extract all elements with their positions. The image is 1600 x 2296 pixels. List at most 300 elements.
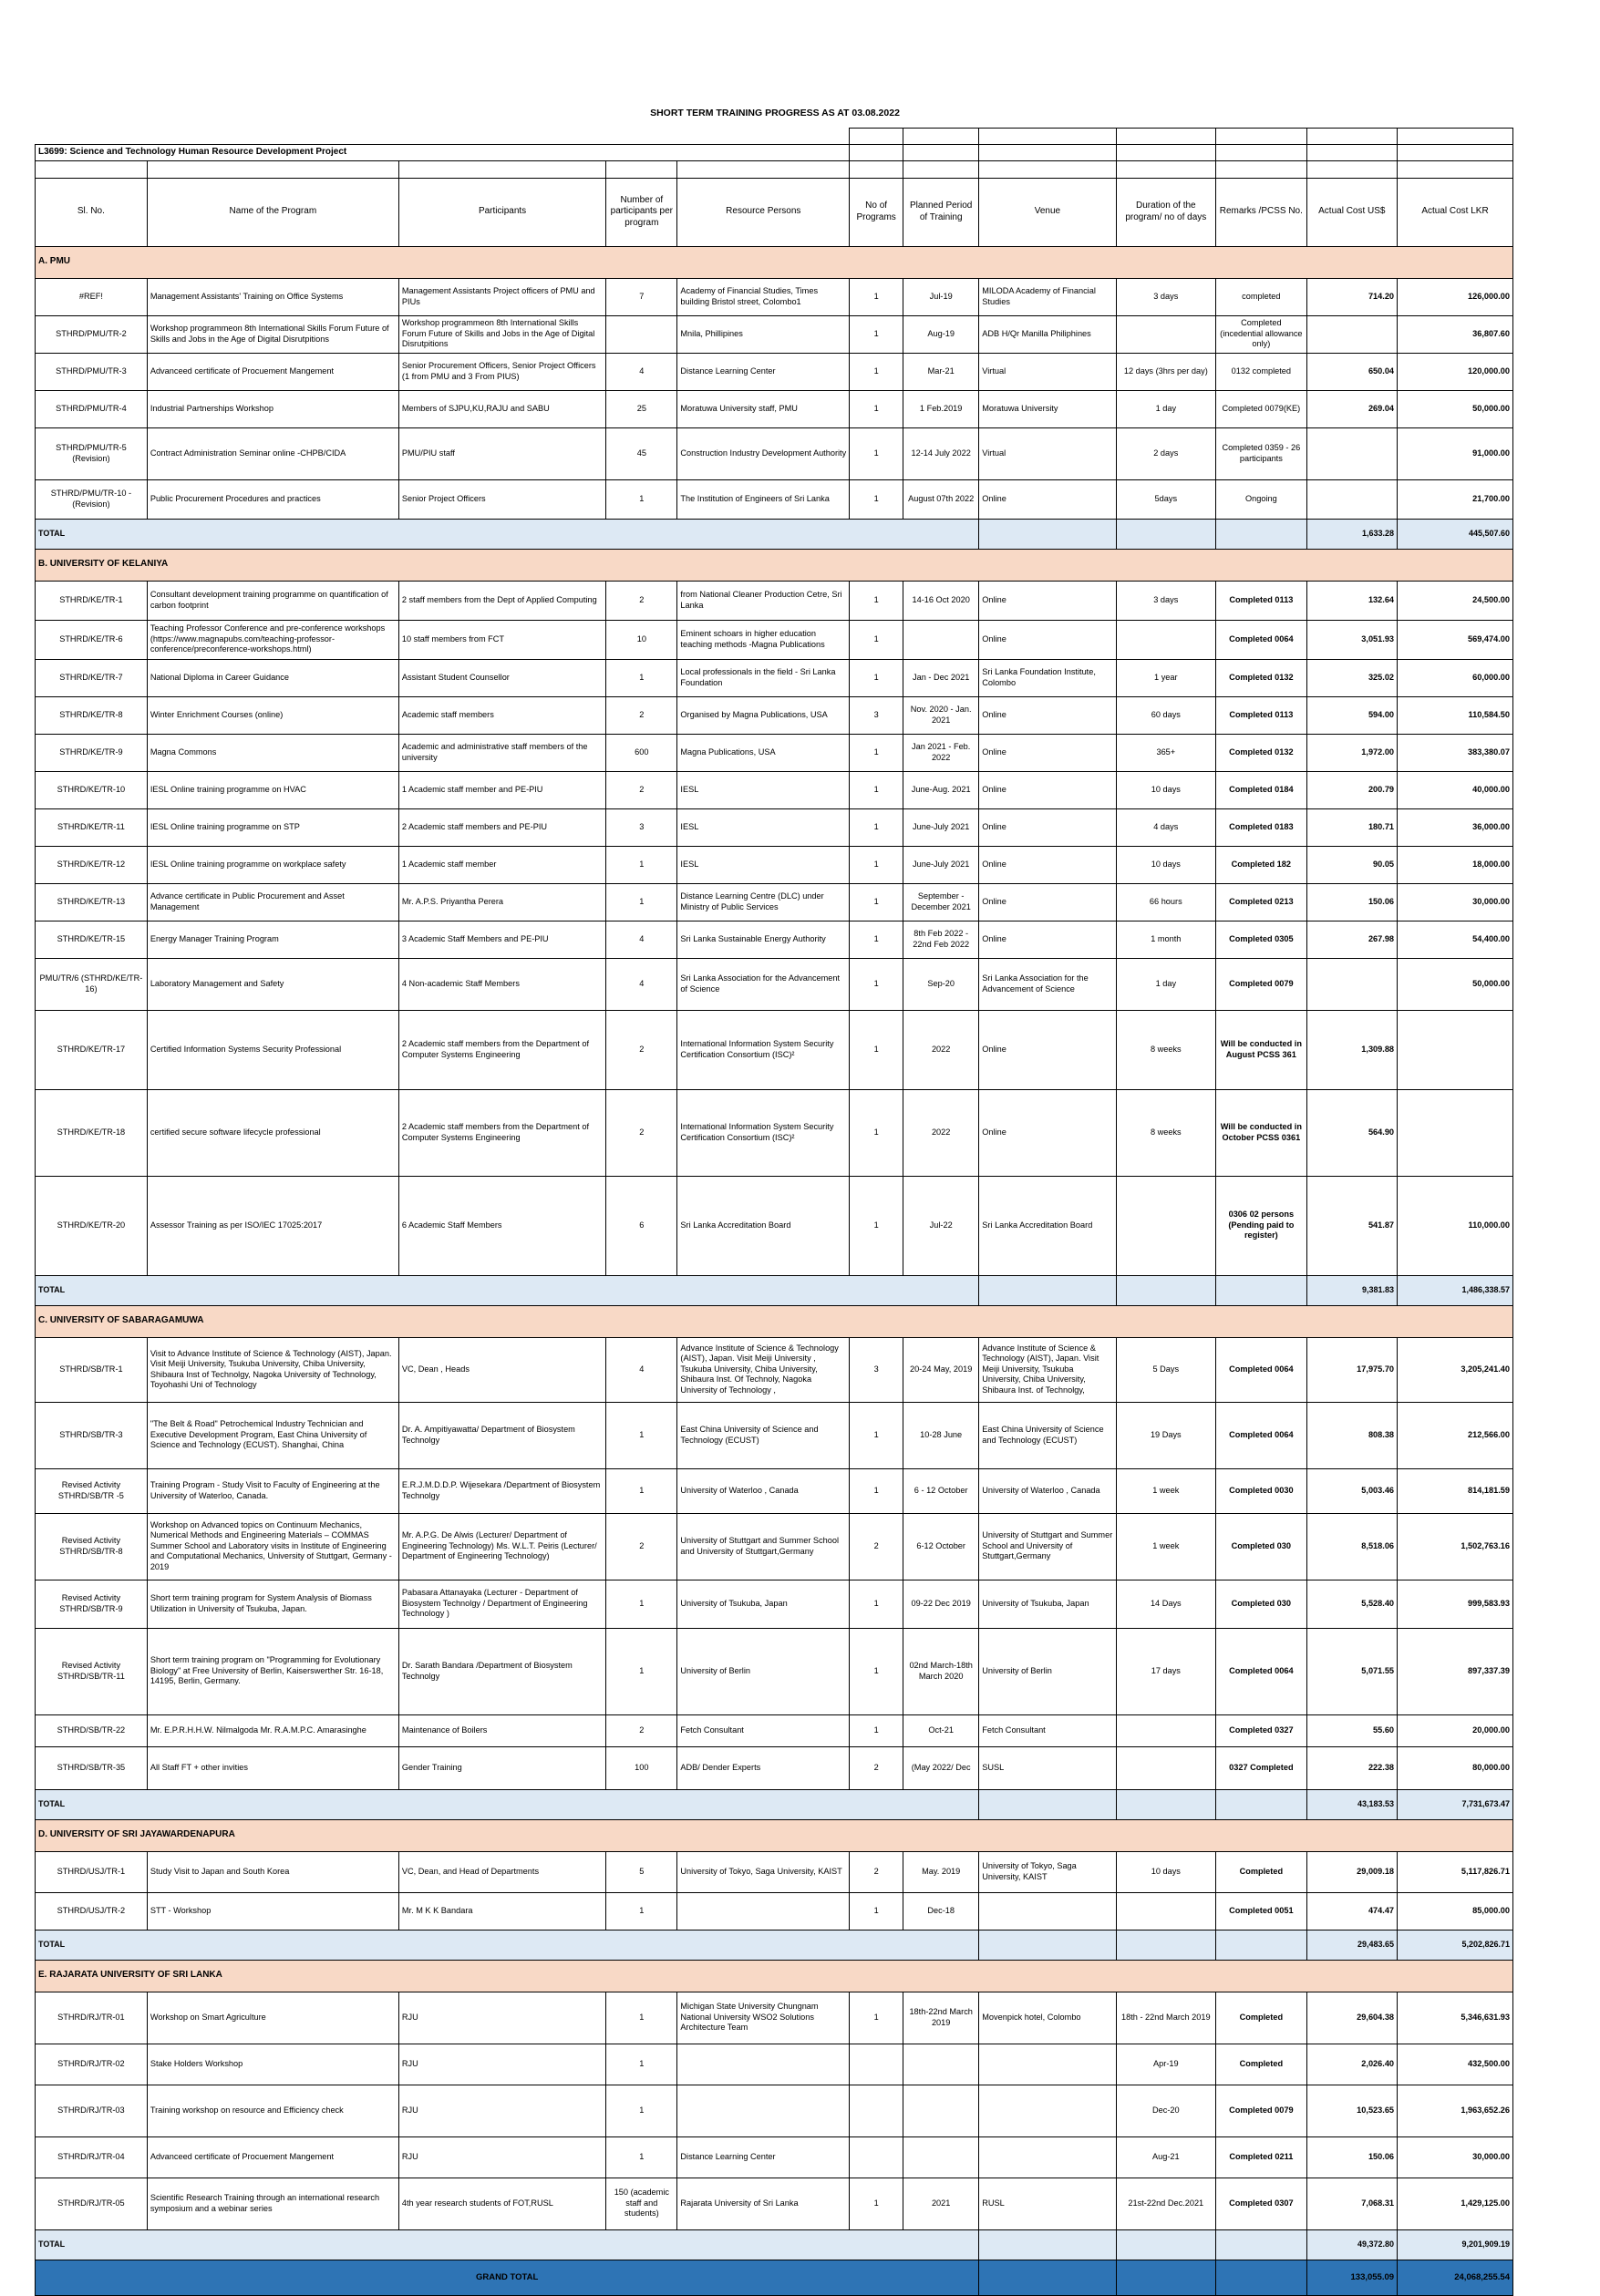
table-cell: 110,000.00 xyxy=(1398,1176,1513,1275)
page-title: SHORT TERM TRAINING PROGRESS AS AT 03.08.2022 xyxy=(650,108,900,118)
table-cell: 1 year xyxy=(1116,659,1216,696)
table-cell: 10-28 June xyxy=(903,1402,979,1468)
section-title: B. UNIVERSITY OF KELANIYA xyxy=(36,549,1513,581)
table-cell: Revised Activity STHRD/SB/TR-11 xyxy=(36,1628,148,1714)
table-cell: 5days xyxy=(1116,479,1216,519)
column-header: Number of participants per program xyxy=(606,178,677,246)
table-cell: STHRD/KE/TR-8 xyxy=(36,696,148,734)
empty-cell xyxy=(1116,1275,1216,1305)
table-row xyxy=(36,1010,1513,1089)
table-cell: 1 xyxy=(850,883,903,921)
table-cell: 3 xyxy=(850,696,903,734)
table-cell: University of Tsukuba, Japan xyxy=(979,1580,1116,1628)
table-cell: Mar-21 xyxy=(903,353,979,390)
table-cell: Local professionals in the field - Sri Lanka Foundation xyxy=(677,659,850,696)
table-cell: Completed 0064 xyxy=(1216,1337,1306,1402)
table-cell: 66 hours xyxy=(1116,883,1216,921)
table-cell: STHRD/USJ/TR-1 xyxy=(36,1851,148,1892)
table-cell: All Staff FT + other invities xyxy=(147,1746,398,1789)
table-cell: STHRD/USJ/TR-2 xyxy=(36,1892,148,1930)
table-cell: Completed 0064 xyxy=(1216,620,1306,659)
table-cell: 4 xyxy=(606,958,677,1010)
column-header: Resource Persons xyxy=(677,178,850,246)
table-cell: 36,000.00 xyxy=(1398,808,1513,846)
table-cell: 212,566.00 xyxy=(1398,1402,1513,1468)
empty-cell xyxy=(1216,1930,1306,1960)
table-cell: STHRD/KE/TR-1 xyxy=(36,581,148,620)
table-row xyxy=(36,2178,1513,2229)
table-cell xyxy=(1398,1089,1513,1176)
empty-cell xyxy=(1116,2260,1216,2295)
table-cell: 1 xyxy=(850,1089,903,1176)
table-cell: The Institution of Engineers of Sri Lanka xyxy=(677,479,850,519)
table-cell: 2 xyxy=(850,1851,903,1892)
table-cell: 1 xyxy=(850,1402,903,1468)
table-cell: 1 xyxy=(606,846,677,883)
grand-total-label: GRAND TOTAL xyxy=(36,2260,979,2295)
table-cell: Magna Commons xyxy=(147,734,398,771)
total-row xyxy=(36,519,1513,549)
table-cell: E.R.J.M.D.D.P. Wijesekara /Department of Biosystem Technolgy xyxy=(398,1468,605,1513)
table-cell: Completed 0051 xyxy=(1216,1892,1306,1930)
total-label: TOTAL xyxy=(36,519,979,549)
table-cell: Sri Lanka Accreditation Board xyxy=(677,1176,850,1275)
empty-cell xyxy=(979,2229,1116,2260)
table-cell: 1 xyxy=(606,2136,677,2178)
table-cell: Academy of Financial Studies, Times building Bristol street, Colombo1 xyxy=(677,278,850,315)
table-cell: Oct-21 xyxy=(903,1714,979,1746)
table-row xyxy=(36,1468,1513,1513)
table-cell: 2 xyxy=(606,696,677,734)
table-cell: 1 xyxy=(850,846,903,883)
table-cell: Completed 0183 xyxy=(1216,808,1306,846)
table-cell: 8th Feb 2022 - 22nd Feb 2022 xyxy=(903,921,979,958)
table-cell: 1 xyxy=(850,1580,903,1628)
table-cell: Advanceed certificate of Procuement Mangement xyxy=(147,353,398,390)
table-cell: Eminent schoars in higher education teaching methods -Magna Publications xyxy=(677,620,850,659)
table-row xyxy=(36,581,1513,620)
table-cell: Jul-19 xyxy=(903,278,979,315)
table-cell: Rajarata University of Sri Lanka xyxy=(677,2178,850,2229)
table-cell: 10 days xyxy=(1116,771,1216,808)
table-cell: Fetch Consultant xyxy=(979,1714,1116,1746)
table-cell: Assistant Student Counsellor xyxy=(398,659,605,696)
table-cell: Dec-20 xyxy=(1116,2085,1216,2136)
total-lkr: 7,731,673.47 xyxy=(1398,1789,1513,1819)
column-header: Remarks /PCSS No. xyxy=(1216,178,1306,246)
column-header: Planned Period of Training xyxy=(903,178,979,246)
total-row xyxy=(36,1930,1513,1960)
table-cell: Nov. 2020 - Jan. 2021 xyxy=(903,696,979,734)
table-cell: Ongoing xyxy=(1216,479,1306,519)
table-row xyxy=(36,1089,1513,1176)
table-cell: 1 xyxy=(850,808,903,846)
table-cell: 10 staff members from FCT xyxy=(398,620,605,659)
table-cell: 2 Academic staff members from the Department of Computer Systems Engineering xyxy=(398,1010,605,1089)
table-cell: 650.04 xyxy=(1306,353,1397,390)
table-cell: Industrial Partnerships Workshop xyxy=(147,390,398,427)
table-cell: 897,337.39 xyxy=(1398,1628,1513,1714)
table-cell: 7,068.31 xyxy=(1306,2178,1397,2229)
table-cell: IESL xyxy=(677,771,850,808)
table-cell: Winter Enrichment Courses (online) xyxy=(147,696,398,734)
table-cell: 222.38 xyxy=(1306,1746,1397,1789)
table-cell: STHRD/PMU/TR-4 xyxy=(36,390,148,427)
table-cell: 5,071.55 xyxy=(1306,1628,1397,1714)
table-cell: 1,972.00 xyxy=(1306,734,1397,771)
table-cell: Completed 030 xyxy=(1216,1580,1306,1628)
table-cell: IESL Online training programme on workplace safety xyxy=(147,846,398,883)
total-usd: 9,381.83 xyxy=(1306,1275,1397,1305)
table-cell: IESL xyxy=(677,808,850,846)
table-row xyxy=(36,427,1513,479)
table-cell: Senior Project Officers xyxy=(398,479,605,519)
table-cell: 09-22 Dec 2019 xyxy=(903,1580,979,1628)
table-cell: 2 xyxy=(606,1010,677,1089)
empty-cell xyxy=(1116,2229,1216,2260)
table-cell: Completed 0359 - 26 participants xyxy=(1216,427,1306,479)
table-cell: Visit to Advance Institute of Science & Technology (AIST), Japan. Visit Meiji University, Tsukuba University, Chiba University, Shibaura Inst of Technolgy, Nagoka University of Technology, Toyohashi Uni of Technology xyxy=(147,1337,398,1402)
table-cell: Stake Holders Workshop xyxy=(147,2044,398,2085)
table-cell: June-July 2021 xyxy=(903,846,979,883)
table-cell: University of Tokyo, Saga University, KAIST xyxy=(979,1851,1116,1892)
table-cell: 5 xyxy=(606,1851,677,1892)
table-cell: STHRD/KE/TR-9 xyxy=(36,734,148,771)
table-cell: STHRD/RJ/TR-04 xyxy=(36,2136,148,2178)
table-cell: 2 xyxy=(606,581,677,620)
table-cell: East China University of Science and Technology (ECUST) xyxy=(979,1402,1116,1468)
table-cell: 2 xyxy=(606,1089,677,1176)
table-cell: Online xyxy=(979,808,1116,846)
table-cell: ADB H/Qr Manilla Philiphines xyxy=(979,315,1116,353)
total-row xyxy=(36,1789,1513,1819)
table-cell: 80,000.00 xyxy=(1398,1746,1513,1789)
table-cell: May. 2019 xyxy=(903,1851,979,1892)
table-cell: Sri Lanka Foundation Institute, Colombo xyxy=(979,659,1116,696)
table-cell xyxy=(1306,479,1397,519)
table-cell: 1 xyxy=(850,958,903,1010)
table-cell: Online xyxy=(979,846,1116,883)
table-cell: STHRD/KE/TR-17 xyxy=(36,1010,148,1089)
table-cell: 90.05 xyxy=(1306,846,1397,883)
table-cell: 6 Academic Staff Members xyxy=(398,1176,605,1275)
table-cell: 594.00 xyxy=(1306,696,1397,734)
total-usd: 49,372.80 xyxy=(1306,2229,1397,2260)
total-label: TOTAL xyxy=(36,2229,979,2260)
table-cell: Completed 0064 xyxy=(1216,1628,1306,1714)
empty-cell xyxy=(1116,519,1216,549)
table-cell: Completed 0064 xyxy=(1216,1402,1306,1468)
table-cell: 269.04 xyxy=(1306,390,1397,427)
table-cell: 1 xyxy=(850,734,903,771)
table-cell xyxy=(1116,620,1216,659)
table-cell: Apr-19 xyxy=(1116,2044,1216,2085)
table-cell: International Information System Security Certification Consortium (ISC)² xyxy=(677,1089,850,1176)
table-cell: 2022 xyxy=(903,1089,979,1176)
table-cell: Completed 0079 xyxy=(1216,2085,1306,2136)
table-cell: 4 xyxy=(606,353,677,390)
table-row xyxy=(36,883,1513,921)
table-cell: MILODA Academy of Financial Studies xyxy=(979,278,1116,315)
table-cell: Energy Manager Training Program xyxy=(147,921,398,958)
table-cell: Virtual xyxy=(979,427,1116,479)
table-cell: 7 xyxy=(606,278,677,315)
table-cell: Short term training program for System Analysis of Biomass Utilization in University of Tsukuba, Japan. xyxy=(147,1580,398,1628)
table-cell: 6-12 October xyxy=(903,1513,979,1580)
table-cell: 17,975.70 xyxy=(1306,1337,1397,1402)
table-cell: 24,500.00 xyxy=(1398,581,1513,620)
table-cell xyxy=(850,2044,903,2085)
table-cell xyxy=(850,2085,903,2136)
header-row xyxy=(36,178,1513,246)
table-cell: RJU xyxy=(398,1992,605,2044)
column-header: Duration of the program/ no of days xyxy=(1116,178,1216,246)
total-lkr: 9,201,909.19 xyxy=(1398,2229,1513,2260)
table-cell: 714.20 xyxy=(1306,278,1397,315)
table-cell: 4 xyxy=(606,1337,677,1402)
table-cell: IESL xyxy=(677,846,850,883)
table-cell: Will be conducted in August PCSS 361 xyxy=(1216,1010,1306,1089)
section-header xyxy=(36,1960,1513,1992)
table-row xyxy=(36,808,1513,846)
table-cell: Public Procurement Procedures and practices xyxy=(147,479,398,519)
table-cell: University of Stuttgart and Summer School and University of Stuttgart,Germany xyxy=(677,1513,850,1580)
table-cell: IESL Online training programme on HVAC xyxy=(147,771,398,808)
table-cell: STHRD/KE/TR-6 xyxy=(36,620,148,659)
table-row xyxy=(36,696,1513,734)
table-cell: Completed xyxy=(1216,1992,1306,2044)
table-cell: Workshop on Advanced topics on Continuum Mechanics, Numerical Methods and Engineering Materials – COMMAS Summer School and Laboratory visits in Institute of Engineering and Computational Mechanics, University of Stuttgart, Germany - 2019 xyxy=(147,1513,398,1580)
table-cell: University of Berlin xyxy=(677,1628,850,1714)
table-cell: Advance Institute of Science & Technology (AIST), Japan. Visit Meiji University , Tsukuba University, Chiba University, Shibaura Inst. Of Technoly, Nagoka University of Technology , xyxy=(677,1337,850,1402)
table-cell: Completed 0327 xyxy=(1216,1714,1306,1746)
section-header xyxy=(36,1305,1513,1337)
table-cell: 1 xyxy=(606,1892,677,1930)
table-cell: Completed 0079(KE) xyxy=(1216,390,1306,427)
table-cell: 14 Days xyxy=(1116,1580,1216,1628)
table-cell xyxy=(1398,1010,1513,1089)
table-cell: STHRD/RJ/TR-03 xyxy=(36,2085,148,2136)
empty-cell xyxy=(1216,2229,1306,2260)
table-cell: 2021 xyxy=(903,2178,979,2229)
table-cell: Sep-20 xyxy=(903,958,979,1010)
table-cell: Michigan State University Chungnam National University WSO2 Solutions Architecture Team xyxy=(677,1992,850,2044)
table-cell: 2 xyxy=(606,771,677,808)
table-cell: 10 xyxy=(606,620,677,659)
table-cell: 267.98 xyxy=(1306,921,1397,958)
table-cell: 1 day xyxy=(1116,390,1216,427)
section-title: E. RAJARATA UNIVERSITY OF SRI LANKA xyxy=(36,1960,1513,1992)
table-cell: 1 xyxy=(850,278,903,315)
table-cell: Workshop on Smart Agriculture xyxy=(147,1992,398,2044)
table-cell: RJU xyxy=(398,2044,605,2085)
table-cell: STHRD/KE/TR-11 xyxy=(36,808,148,846)
table-cell: 110,584.50 xyxy=(1398,696,1513,734)
table-cell: Sri Lanka Accreditation Board xyxy=(979,1176,1116,1275)
table-cell: 30,000.00 xyxy=(1398,883,1513,921)
table-cell: VC, Dean , Heads xyxy=(398,1337,605,1402)
table-cell: Completed 0132 xyxy=(1216,734,1306,771)
table-cell: 85,000.00 xyxy=(1398,1892,1513,1930)
table-cell xyxy=(1116,1714,1216,1746)
table-row xyxy=(36,1746,1513,1789)
table-cell: Online xyxy=(979,479,1116,519)
table-cell: East China University of Science and Technology (ECUST) xyxy=(677,1402,850,1468)
empty-cell xyxy=(1216,1789,1306,1819)
table-cell: 19 Days xyxy=(1116,1402,1216,1468)
column-header: Sl. No. xyxy=(36,178,148,246)
column-header: No of Programs xyxy=(850,178,903,246)
table-cell: Revised Activity STHRD/SB/TR-9 xyxy=(36,1580,148,1628)
table-cell: Online xyxy=(979,883,1116,921)
table-cell: 3,205,241.40 xyxy=(1398,1337,1513,1402)
table-cell: Completed 0030 xyxy=(1216,1468,1306,1513)
table-row xyxy=(36,659,1513,696)
table-cell xyxy=(979,2044,1116,2085)
table-cell: 18th - 22nd March 2019 xyxy=(1116,1992,1216,2044)
table-cell xyxy=(1116,1176,1216,1275)
table-cell: 40,000.00 xyxy=(1398,771,1513,808)
table-cell: 1 xyxy=(606,1580,677,1628)
table-cell: Maintenance of Boilers xyxy=(398,1714,605,1746)
table-cell: STHRD/KE/TR-15 xyxy=(36,921,148,958)
table-cell: "The Belt & Road" Petrochemical Industry Technician and Executive Development Program, East China University of Science and Technology (ECUST). Shanghai, China xyxy=(147,1402,398,1468)
table-cell: June-July 2021 xyxy=(903,808,979,846)
table-cell: 1 xyxy=(606,2085,677,2136)
table-cell: 120,000.00 xyxy=(1398,353,1513,390)
table-cell: STHRD/RJ/TR-01 xyxy=(36,1992,148,2044)
table-cell: 150.06 xyxy=(1306,2136,1397,2178)
table-cell: Consultant development training programme on quantification of carbon footprint xyxy=(147,581,398,620)
table-cell: Completed 0305 xyxy=(1216,921,1306,958)
table-cell: 0306 02 persons (Pending paid to register) xyxy=(1216,1176,1306,1275)
table-cell: Completed 0132 xyxy=(1216,659,1306,696)
table-cell: 8 weeks xyxy=(1116,1089,1216,1176)
table-cell xyxy=(677,2044,850,2085)
table-cell: 564.90 xyxy=(1306,1089,1397,1176)
table-cell: 1,429,125.00 xyxy=(1398,2178,1513,2229)
empty-cell xyxy=(979,519,1116,549)
column-header: Name of the Program xyxy=(147,178,398,246)
table-cell: 569,474.00 xyxy=(1398,620,1513,659)
table-cell: certified secure software lifecycle professional xyxy=(147,1089,398,1176)
table-row xyxy=(36,479,1513,519)
table-cell xyxy=(903,2136,979,2178)
table-cell: 2 xyxy=(850,1513,903,1580)
table-cell: 12-14 July 2022 xyxy=(903,427,979,479)
table-cell: 10 days xyxy=(1116,1851,1216,1892)
table-cell: 6 xyxy=(606,1176,677,1275)
table-cell: 180.71 xyxy=(1306,808,1397,846)
table-cell: 0132 completed xyxy=(1216,353,1306,390)
table-cell xyxy=(606,315,677,353)
table-cell: 814,181.59 xyxy=(1398,1468,1513,1513)
project-title: L3699: Science and Technology Human Resource Development Project xyxy=(36,145,850,161)
table-cell: 474.47 xyxy=(1306,1892,1397,1930)
table-cell: Completed xyxy=(1216,1851,1306,1892)
table-cell: 1 Feb.2019 xyxy=(903,390,979,427)
table-cell: Mr. A.P.G. De Alwis (Lecturer/ Department of Engineering Technology) Ms. W.L.T. Peiris (Lecturer/ Department of Engineering Technology) xyxy=(398,1513,605,1580)
table-cell: June-Aug. 2021 xyxy=(903,771,979,808)
table-cell: 2 xyxy=(606,1714,677,1746)
column-header: Actual Cost US$ xyxy=(1306,178,1397,246)
table-row xyxy=(36,2044,1513,2085)
table-cell: Sri Lanka Association for the Advancement of Science xyxy=(979,958,1116,1010)
table-cell: 12 days (3hrs per day) xyxy=(1116,353,1216,390)
table-row xyxy=(36,1628,1513,1714)
table-cell: 1 xyxy=(850,1010,903,1089)
table-cell: 4 Non-academic Staff Members xyxy=(398,958,605,1010)
table-row xyxy=(36,1851,1513,1892)
total-usd: 1,633.28 xyxy=(1306,519,1397,549)
table-cell xyxy=(903,2044,979,2085)
table-cell: Online xyxy=(979,1089,1116,1176)
total-row xyxy=(36,1275,1513,1305)
table-cell: 3 xyxy=(850,1337,903,1402)
table-cell: 91,000.00 xyxy=(1398,427,1513,479)
table-cell: STHRD/SB/TR-22 xyxy=(36,1714,148,1746)
table-cell: Online xyxy=(979,581,1116,620)
table-cell: 8 weeks xyxy=(1116,1010,1216,1089)
table-cell: 999,583.93 xyxy=(1398,1580,1513,1628)
table-cell: 2,026.40 xyxy=(1306,2044,1397,2085)
table-cell: 1 xyxy=(850,315,903,353)
table-cell: 54,400.00 xyxy=(1398,921,1513,958)
empty-cell xyxy=(1216,519,1306,549)
empty-cell xyxy=(1116,1930,1216,1960)
table-cell: Revised Activity STHRD/SB/TR -5 xyxy=(36,1468,148,1513)
total-lkr: 5,202,826.71 xyxy=(1398,1930,1513,1960)
total-lkr: 445,507.60 xyxy=(1398,519,1513,549)
table-cell: 10,523.65 xyxy=(1306,2085,1397,2136)
table-cell: RJU xyxy=(398,2136,605,2178)
table-cell: 14-16 Oct 2020 xyxy=(903,581,979,620)
section-header xyxy=(36,1819,1513,1851)
section-title: D. UNIVERSITY OF SRI JAYAWARDENAPURA xyxy=(36,1819,1513,1851)
table-cell: 02nd March-18th March 2020 xyxy=(903,1628,979,1714)
table-cell: 5,528.40 xyxy=(1306,1580,1397,1628)
table-cell: 3 xyxy=(606,808,677,846)
table-cell: University of Waterloo , Canada xyxy=(677,1468,850,1513)
table-cell: 18,000.00 xyxy=(1398,846,1513,883)
table-cell: 383,380.07 xyxy=(1398,734,1513,771)
table-cell: 0327 Completed xyxy=(1216,1746,1306,1789)
table-cell: RJU xyxy=(398,2085,605,2136)
table-cell: Completed 0211 xyxy=(1216,2136,1306,2178)
table-cell: VC, Dean, and Head of Departments xyxy=(398,1851,605,1892)
table-cell: Dr. A. Ampitiyawatta/ Department of Biosystem Technolgy xyxy=(398,1402,605,1468)
table-row xyxy=(36,2136,1513,2178)
table-cell: Moratuwa University staff, PMU xyxy=(677,390,850,427)
table-row xyxy=(36,958,1513,1010)
table-cell: from National Cleaner Production Cetre, Sri Lanka xyxy=(677,581,850,620)
table-cell: STHRD/KE/TR-13 xyxy=(36,883,148,921)
grand-total-row xyxy=(36,2260,1513,2295)
table-cell: September - December 2021 xyxy=(903,883,979,921)
table-cell: Online xyxy=(979,696,1116,734)
table-cell: Academic staff members xyxy=(398,696,605,734)
empty-cell xyxy=(979,2260,1116,2295)
table-row xyxy=(36,1992,1513,2044)
table-cell: PMU/TR/6 (STHRD/KE/TR-16) xyxy=(36,958,148,1010)
table-cell: Aug-19 xyxy=(903,315,979,353)
table-cell: Mr. M K K Bandara xyxy=(398,1892,605,1930)
table-cell: 10 days xyxy=(1116,846,1216,883)
empty-cell xyxy=(1116,1789,1216,1819)
table-row xyxy=(36,620,1513,659)
table-row xyxy=(36,734,1513,771)
table-cell: Distance Learning Center xyxy=(677,353,850,390)
